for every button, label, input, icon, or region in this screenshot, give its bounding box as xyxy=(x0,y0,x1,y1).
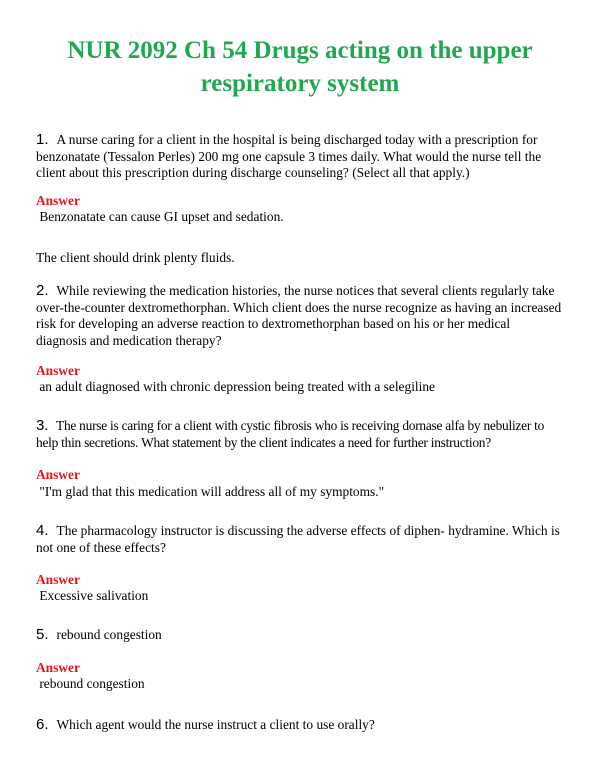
question-number: 3. xyxy=(36,417,49,434)
answer-label: Answer xyxy=(36,660,80,675)
question-text: The nurse is caring for a client with cystic fibrosis who is receiving dornase alfa by nebulizer to help thin secretions. What statement by the client indicates a need for further instruction? xyxy=(36,418,545,450)
answer-label: Answer xyxy=(36,572,80,587)
question-number: 5. xyxy=(36,626,49,643)
answer-text: an adult diagnosed with chronic depression being treated with a selegiline xyxy=(36,379,435,394)
answer-label: Answer xyxy=(36,363,80,378)
question-4 xyxy=(36,523,562,556)
question-number: 6. xyxy=(36,716,49,733)
answer-text: Benzonatate can cause GI upset and sedation. xyxy=(36,209,284,224)
question-3 xyxy=(36,418,562,451)
question-1 xyxy=(36,132,562,182)
answer-label: Answer xyxy=(36,467,80,482)
question-text: A nurse caring for a client in the hospital is being discharged today with a prescription for benzonatate (Tessalon Perles) 200 mg one capsule 3 times daily. What would the nurse tell the client about this prescription during discharge counseling? (Select all that apply.) xyxy=(36,132,542,181)
question-text: rebound congestion xyxy=(56,627,162,642)
question-text: The pharmacology instructor is discussing the adverse effects of diphen- hydramine. Which is not one of these effects? xyxy=(36,523,560,555)
question-2 xyxy=(36,283,562,349)
answer-text: The client should drink plenty fluids. xyxy=(36,250,235,265)
answer-text: rebound congestion xyxy=(36,676,145,691)
question-text: Which agent would the nurse instruct a client to use orally? xyxy=(56,717,375,732)
question-number: 2. xyxy=(36,282,49,299)
document-title: NUR 2092 Ch 54 Drugs acting on the upper respiratory system xyxy=(67,37,533,97)
answer-label: Answer xyxy=(36,193,80,208)
question-number: 4. xyxy=(36,522,49,539)
question-text: While reviewing the medication histories, the nurse notices that several clients regularly take over-the-counter dextromethorphan. Which client does the nurse recognize as having an increased risk for developing an adverse reaction to dextromethorphan based on his or her medical diagnosis and medication therapy? xyxy=(36,283,562,348)
question-5 xyxy=(36,627,562,644)
answer-text: Excessive salivation xyxy=(36,588,149,603)
question-6 xyxy=(36,717,562,734)
answer-text: "I'm glad that this medication will address all of my symptoms." xyxy=(36,484,385,499)
question-number: 1. xyxy=(36,131,49,148)
